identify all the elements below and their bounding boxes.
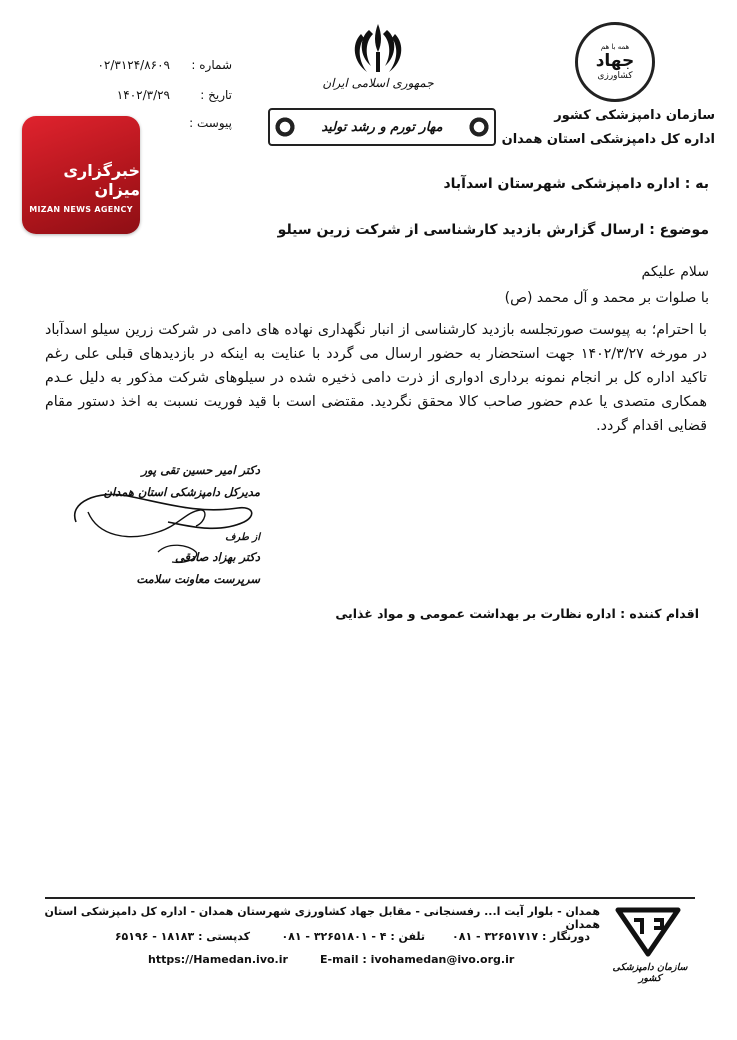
- salawat: با صلوات بر محمد و آل محمد (ص): [504, 290, 709, 306]
- action-by-line: اقدام کننده : اداره نظارت بر بهداشت عمومی و مواد غذایی: [335, 606, 699, 621]
- vet-org-logo-caption: سازمان دامپزشکی کشور: [612, 962, 688, 984]
- greeting: سلام علیکم: [641, 264, 709, 280]
- republic-title: جمهوری اسلامی ایران: [322, 76, 434, 90]
- vet-org-logo-icon: [612, 906, 684, 958]
- jihad-logo-sub: کشاورزی: [597, 71, 633, 81]
- jihad-keshavarzi-logo: [575, 22, 655, 102]
- signer-title: مدیرکل دامپزشکی استان همدان: [103, 485, 260, 499]
- deputy-title: سرپرست معاونت سلامت: [136, 572, 260, 586]
- letter-body: با احترام؛ به پیوست صورتجلسه بازدید کارشناسی از انبار نگهداری نهاده های دامی در شرکت زرین سیلو اسدآباد در مورخه ۱۴۰۲/۳/۲۷ جهت استحضار به حضور ارسال می گردد با عنایت به اینکه در بازدیدهای قبلی علی رغم تاکید اداره کل بر انجام نمونه برداری ادواری از ذرت دامی ذخیره شده در سیلوهای شرکت مذکور به دلیل عـدم همکاری متصدی یا عدم حضور صاحب کالا محقق نگردید. مقتضی است با قید فوریت نسبت به اخذ دستور مقام قضایی اقدام گردد.: [45, 322, 707, 434]
- org-name-line2: اداره کل دامپزشکی استان همدان: [501, 132, 715, 147]
- deputy-name: دکتر بهزاد صادقی: [174, 550, 260, 564]
- jihad-logo-main: جهاد: [595, 51, 635, 71]
- footer-phone: تلفن : ۴ - ۳۲۶۵۱۸۰۱ - ۰۸۱: [281, 930, 425, 943]
- subject-line: موضوع : ارسال گزارش بازدید کارشناسی از شرکت زرین سیلو: [277, 222, 709, 238]
- footer-postal: کدپستی : ۱۸۱۸۳ - ۶۵۱۹۶: [114, 930, 250, 943]
- footer-website[interactable]: https://Hamedan.ivo.ir: [148, 953, 288, 966]
- footer-address: همدان - بلوار آیت ا... رفسنجانی - مقابل جهاد کشاورزی شهرستان همدان - اداره کل دامپزشکی استان همدان: [44, 905, 600, 931]
- iran-emblem-icon: [347, 20, 409, 76]
- footer-divider: [45, 897, 695, 899]
- signer-name: دکتر امیر حسین تقی پور: [141, 463, 260, 477]
- news-agency-badge: [22, 116, 140, 234]
- date-value: ۱۴۰۲/۳/۲۹: [116, 88, 170, 102]
- jihad-logo-top: همه با هم: [600, 43, 630, 51]
- date-label: تاریخ :: [200, 88, 232, 102]
- news-agency-title-en: MIZAN NEWS AGENCY: [29, 204, 133, 214]
- footer-fax: دورنگار : ۳۲۶۵۱۷۱۷ - ۰۸۱: [452, 930, 590, 943]
- news-agency-title-fa: خبرگزاری میزان: [63, 160, 140, 199]
- slogan-text: مهار تورم و رشد تولید: [321, 119, 443, 135]
- slogan-ribbon: [268, 108, 496, 146]
- number-label: شماره :: [191, 58, 232, 72]
- footer-email[interactable]: E-mail : ivohamedan@ivo.org.ir: [320, 953, 515, 966]
- org-name-line1: سازمان دامپزشکی کشور: [554, 108, 715, 123]
- attachment-label: پیوست :: [189, 116, 232, 130]
- on-behalf-label: از طرف: [225, 532, 260, 543]
- number-value: ۰۲/۳۱۲۴/۸۶۰۹: [97, 58, 170, 72]
- recipient-line: به : اداره دامپزشکی شهرستان اسدآباد: [443, 176, 709, 192]
